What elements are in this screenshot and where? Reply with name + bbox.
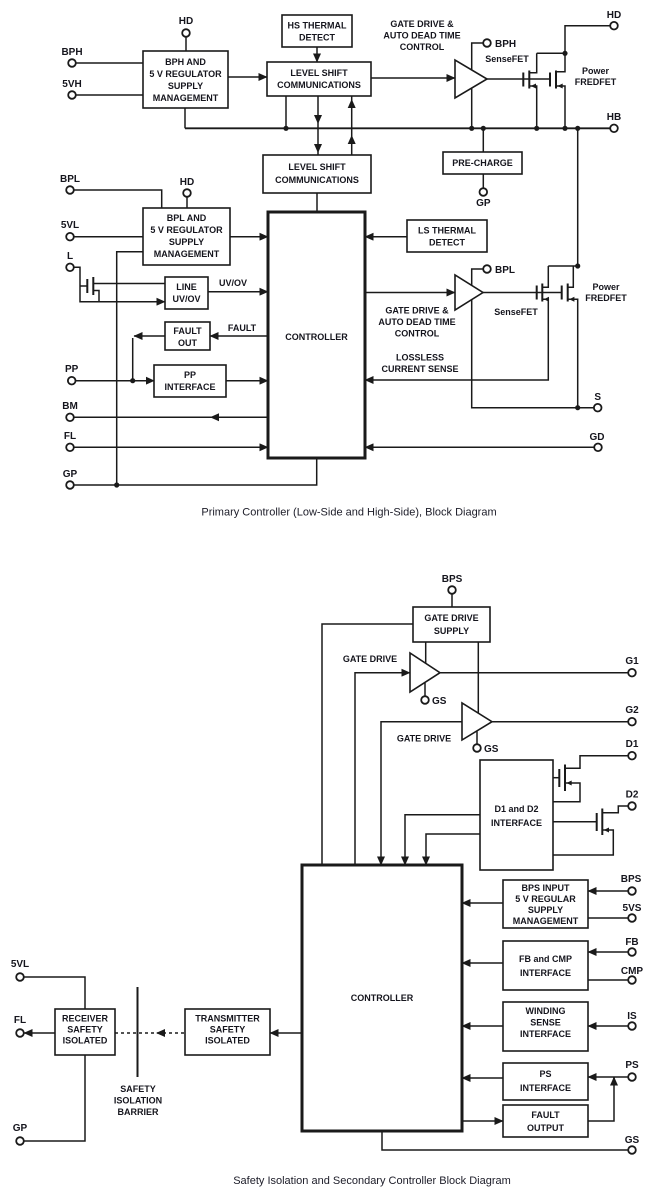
pin-bm <box>66 414 74 422</box>
pin-s <box>594 404 602 412</box>
ps-interface-line2: INTERFACE <box>519 1083 572 1093</box>
winding-line1: WINDING <box>525 1006 566 1016</box>
barrier-label1: SAFETY <box>120 1084 156 1094</box>
pin-label-fl-secondary: FL <box>13 1015 27 1026</box>
ls-power-fredfet-symbol <box>562 284 568 302</box>
pin-hd-right <box>610 22 618 30</box>
pin-label-gp-precharge: GP <box>476 198 491 209</box>
pin-pp <box>68 377 76 385</box>
pin-bph <box>68 59 76 67</box>
pin-hb <box>610 125 618 133</box>
pin-label-cmp: CMP <box>620 966 644 977</box>
pin-g2 <box>628 718 636 726</box>
receiver-line3: ISOLATED <box>62 1035 108 1046</box>
box-level-shift-bottom <box>263 155 371 193</box>
hs-gate-drive-label2: AUTO DEAD TIME <box>383 30 461 41</box>
pin-gs-1 <box>421 696 429 704</box>
pin-label-fl: FL <box>63 431 77 442</box>
ls-gate-drive-label1: GATE DRIVE & <box>385 305 449 316</box>
pre-charge-label: PRE-CHARGE <box>452 158 513 168</box>
pin-label-s: S <box>594 392 602 403</box>
pin-label-5vl: 5VL <box>60 220 80 231</box>
primary-controller-diagram <box>60 10 627 519</box>
bps-input-line1: BPS INPUT <box>521 883 570 893</box>
uvov-signal-label: UV/OV <box>218 278 248 288</box>
fault-signal-label: FAULT <box>227 323 257 333</box>
pin-label-bpl-driver: BPL <box>495 265 515 276</box>
d2-fet-symbol <box>597 809 603 836</box>
pin-label-5vl-secondary: 5VL <box>10 959 30 970</box>
pin-5vl-secondary <box>16 973 24 981</box>
d1-fet-symbol <box>559 765 565 792</box>
pin-gs-bottom <box>628 1146 636 1154</box>
barrier-label2: ISOLATION <box>113 1095 163 1106</box>
ls-gate-drive-buffer <box>455 275 483 310</box>
pin-label-g1: G1 <box>625 656 639 667</box>
ls-sensefet-label: SenseFET <box>494 307 538 317</box>
bph-reg-line4: MANAGEMENT <box>152 93 219 103</box>
winding-line2: SENSE <box>530 1017 561 1028</box>
pin-hd-top <box>182 29 190 37</box>
pin-l <box>66 264 74 272</box>
pin-gp-secondary <box>16 1137 24 1145</box>
lossless-label2: CURRENT SENSE <box>381 364 459 374</box>
pin-label-d1: D1 <box>625 739 639 750</box>
fb-cmp-line1: FB and CMP <box>519 954 572 964</box>
pin-label-bpl: BPL <box>60 174 80 185</box>
secondary-controller-label: CONTROLLER <box>350 993 414 1003</box>
transmitter-line2: SAFETY <box>209 1024 246 1035</box>
level-shift-top-line1: LEVEL SHIFT <box>290 68 348 78</box>
pin-label-hb: HB <box>606 112 622 123</box>
winding-line3: INTERFACE <box>519 1029 572 1039</box>
gate-drive-label-2: GATE DRIVE <box>396 733 452 744</box>
gate-drive-label-1: GATE DRIVE <box>342 654 398 664</box>
pin-d1 <box>628 752 636 760</box>
pin-label-gs-2: GS <box>484 744 499 755</box>
bph-reg-line1: BPH AND <box>165 57 206 67</box>
pin-label-gp: GP <box>62 469 78 480</box>
pin-bps-right <box>628 887 636 895</box>
bpl-reg-line2: 5 V REGULATOR <box>150 225 223 235</box>
fault-output-line1: FAULT <box>531 1110 560 1120</box>
fault-out-line1: FAULT <box>173 326 202 336</box>
ls-fredfet-label1: Power <box>592 282 620 292</box>
bpl-reg-line3: SUPPLY <box>168 237 205 247</box>
level-shift-bottom-line1: LEVEL SHIFT <box>288 162 346 172</box>
pin-label-bm: BM <box>62 401 78 412</box>
pin-label-bps-right: BPS <box>620 874 642 885</box>
level-shift-top-line2: COMMUNICATIONS <box>277 80 361 90</box>
pin-label-gs-1: GS <box>432 696 447 707</box>
pin-bpl <box>66 186 74 194</box>
hs-power-fredfet-symbol <box>550 71 556 89</box>
hs-gate-drive-label3: CONTROL <box>399 42 445 52</box>
pin-fb <box>628 948 636 956</box>
receiver-line1: RECEIVER <box>61 1013 109 1024</box>
pin-label-ps: PS <box>625 1060 639 1071</box>
gate-drive-supply-line1: GATE DRIVE <box>424 613 479 623</box>
pin-label-gd: GD <box>589 432 605 443</box>
pin-hd-low <box>183 189 191 197</box>
diagram1-caption: Primary Controller (Low-Side and High-Side), Block Diagram <box>201 506 497 519</box>
line-uvov-line1: LINE <box>176 282 197 292</box>
pin-5vl <box>66 233 74 241</box>
hs-sensefet-label: SenseFET <box>485 54 529 64</box>
pin-label-gs-bottom: GS <box>624 1135 640 1146</box>
bps-input-line2: 5 V REGULAR <box>515 894 576 904</box>
pin-label-hd-top: HD <box>178 16 194 27</box>
transmitter-line1: TRANSMITTER <box>195 1013 260 1024</box>
pin-label-is: IS <box>627 1011 637 1022</box>
transmitter-line3: ISOLATED <box>205 1035 250 1046</box>
pin-label-5vs: 5VS <box>622 903 642 914</box>
bph-reg-line2: 5 V REGULATOR <box>149 69 222 79</box>
ls-gate-drive-label2: AUTO DEAD TIME <box>378 317 456 327</box>
bps-input-line3: SUPPLY <box>527 905 564 915</box>
pin-label-hd-right: HD <box>606 10 622 21</box>
pin-label-gp-secondary: GP <box>12 1123 28 1134</box>
secondary-controller-diagram <box>11 574 644 1187</box>
pin-d2 <box>628 802 636 810</box>
ls-gate-drive-label3: CONTROL <box>394 328 440 339</box>
ls-thermal-line1: LS THERMAL <box>418 225 476 236</box>
pin-cmp <box>628 976 636 984</box>
d1d2-interface-line1: D1 and D2 <box>494 804 539 814</box>
pin-bps-top <box>448 586 456 594</box>
d1d2-interface-line2: INTERFACE <box>490 818 543 828</box>
pin-label-d2: D2 <box>625 789 639 801</box>
pp-interface-line2: INTERFACE <box>164 382 216 392</box>
gate-drive-supply-line2: SUPPLY <box>433 626 470 636</box>
bpl-reg-line4: MANAGEMENT <box>153 249 220 259</box>
pin-g1 <box>628 669 636 677</box>
pin-label-l: L <box>66 251 74 262</box>
fb-cmp-line2: INTERFACE <box>519 968 572 978</box>
pin-label-bph-driver: BPH <box>495 39 517 50</box>
primary-controller-label: CONTROLLER <box>285 332 348 342</box>
pin-label-g2: G2 <box>625 705 639 716</box>
pin-gp-precharge <box>480 188 488 196</box>
pin-bph-driver <box>483 39 491 47</box>
hs-fredfet-label1: Power <box>581 66 610 76</box>
pin-label-5vh: 5VH <box>62 79 82 90</box>
pin-is <box>628 1022 636 1030</box>
barrier-label3: BARRIER <box>117 1107 159 1117</box>
lossless-label1: LOSSLESS <box>395 352 445 363</box>
pin-5vh <box>68 91 76 99</box>
hs-thermal-line1: HS THERMAL <box>287 20 347 31</box>
pp-interface-line1: PP <box>183 370 197 380</box>
hs-fredfet-label2: FREDFET <box>574 77 617 87</box>
box-d1d2-interface <box>480 760 553 870</box>
pin-label-hd-low: HD <box>179 177 195 188</box>
ps-interface-line1: PS <box>539 1069 552 1079</box>
line-uvov-line2: UV/OV <box>172 294 201 304</box>
bph-reg-line3: SUPPLY <box>167 81 204 91</box>
diagram2-fet-symbols <box>559 765 602 836</box>
pin-gp <box>66 481 74 489</box>
pin-fl-secondary <box>16 1029 24 1037</box>
box-fb-cmp-interface <box>503 941 588 990</box>
ls-thermal-line2: DETECT <box>429 237 465 248</box>
pin-gs-2 <box>473 744 481 752</box>
fault-output-line2: OUTPUT <box>527 1123 564 1133</box>
bps-input-line4: MANAGEMENT <box>512 916 579 926</box>
pin-label-fb: FB <box>625 937 639 948</box>
level-shift-bottom-line2: COMMUNICATIONS <box>275 175 359 185</box>
line-sense-fet-symbol <box>87 277 93 295</box>
hs-thermal-line2: DETECT <box>299 32 335 43</box>
ls-fredfet-label2: FREDFET <box>585 293 627 303</box>
pin-bpl-driver <box>483 265 491 273</box>
pin-label-bps-top: BPS <box>441 574 463 585</box>
receiver-line2: SAFETY <box>67 1024 103 1035</box>
pin-label-pp: PP <box>65 364 79 375</box>
pin-gd <box>594 444 602 452</box>
pin-ps <box>628 1073 636 1081</box>
fault-out-line2: OUT <box>178 338 197 348</box>
pin-fl <box>66 444 74 452</box>
pin-5vs <box>628 914 636 922</box>
hs-gate-drive-label1: GATE DRIVE & <box>390 19 454 29</box>
pin-label-bph: BPH <box>61 47 83 58</box>
diagram2-caption: Safety Isolation and Secondary Controller Block Diagram <box>233 1175 511 1187</box>
bpl-reg-line1: BPL AND <box>166 213 207 223</box>
